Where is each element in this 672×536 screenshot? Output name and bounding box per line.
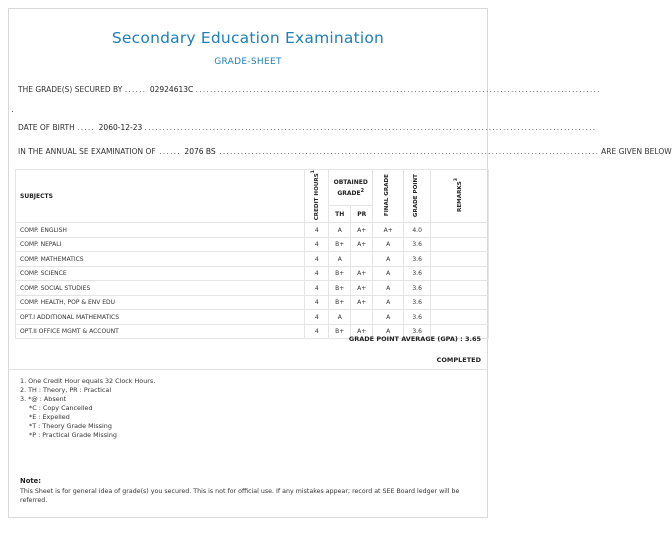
- subject-cell: COMP. NEPALI: [16, 237, 305, 252]
- dob-value: 2060-12-23: [98, 123, 143, 132]
- remarks-cell: [431, 266, 489, 281]
- practical-grade-cell: A+: [351, 237, 373, 252]
- final-grade-cell: A: [373, 295, 404, 310]
- remarks-cell: [431, 281, 489, 296]
- grade-point-cell: 3.6: [404, 310, 431, 325]
- practical-grade-cell: [351, 310, 373, 325]
- final-grade-header: FINAL GRADE: [373, 170, 404, 223]
- obtained-grade-header: OBTAINED GRADE$^2$: [329, 170, 373, 206]
- credit-hours-cell: 4: [305, 266, 329, 281]
- table-row: [16, 252, 489, 267]
- result-status: COMPLETED: [436, 356, 481, 364]
- grade-table: [15, 169, 489, 339]
- th-header: TH: [329, 206, 351, 223]
- credit-hours-cell: 4: [305, 223, 329, 238]
- gpa-summary: GRADE POINT AVERAGE (GPA) : 3.65: [348, 335, 481, 343]
- final-grade-cell: A: [373, 266, 404, 281]
- theory-grade-cell: B+: [329, 266, 351, 281]
- theory-grade-cell: B+: [329, 281, 351, 296]
- credit-hours-cell: 4: [305, 252, 329, 267]
- credit-hours-cell: 4: [305, 310, 329, 325]
- remarks-cell: [431, 223, 489, 238]
- theory-grade-cell: B+: [329, 295, 351, 310]
- table-row: [16, 310, 489, 325]
- table-row: [16, 223, 489, 238]
- subject-cell: COMP. ENGLISH: [16, 223, 305, 238]
- grade-sheet: [8, 8, 672, 518]
- grade-point-cell: 3.6: [404, 237, 431, 252]
- table-row: [16, 266, 489, 281]
- table-row: [16, 237, 489, 252]
- page-title: Secondary Education Examination: [111, 29, 385, 47]
- note-body: This Sheet is for general idea of grade(s) you secured. This is not for official use. If any mistakes appear; record at SEE Board ledger will be referred.: [20, 488, 460, 504]
- pr-header: PR: [351, 206, 373, 223]
- credit-hours-cell: 4: [305, 324, 329, 339]
- page-subtitle: GRADE-SHEET: [214, 57, 282, 67]
- footnote: 2. TH : Theory, PR : Practical: [20, 386, 112, 394]
- leader-dots: ......: [155, 147, 185, 156]
- practical-grade-cell: A+: [351, 295, 373, 310]
- footnote: *P : Practical Grade Missing: [29, 431, 117, 439]
- subject-cell: COMP. SOCIAL STUDIES: [16, 281, 305, 296]
- footnote: *C : Copy Cancelled: [29, 404, 93, 412]
- final-grade-cell: A: [373, 324, 404, 339]
- practical-grade-cell: A+: [351, 223, 373, 238]
- exam-year: 2076 BS: [184, 147, 216, 156]
- theory-grade-cell: A: [329, 223, 351, 238]
- final-grade-cell: A: [373, 252, 404, 267]
- final-grade-cell: A: [373, 281, 404, 296]
- exam-suffix: ARE GIVEN BELOW: [601, 147, 672, 156]
- footnote: *T : Theory Grade Missing: [29, 422, 112, 430]
- subject-cell: COMP. SCIENCE: [16, 266, 305, 281]
- table-row: [16, 295, 489, 310]
- theory-grade-cell: B+: [329, 237, 351, 252]
- remarks-header: REMARKS$^3$: [431, 170, 489, 223]
- leader-dots: .................................................................................................................: [195, 85, 601, 94]
- grade-point-cell: 3.6: [404, 252, 431, 267]
- subject-cell: OPT.I ADDITIONAL MATHEMATICS: [16, 310, 305, 325]
- final-grade-cell: A+: [373, 223, 404, 238]
- grade-point-header: GRADE POINT: [404, 170, 431, 223]
- note-heading: Note:: [20, 477, 41, 485]
- dob-label: DATE OF BIRTH: [18, 123, 75, 132]
- grade-point-cell: 3.6: [404, 266, 431, 281]
- dob-line: [18, 123, 597, 132]
- theory-grade-cell: A: [329, 252, 351, 267]
- remarks-cell: [431, 310, 489, 325]
- leader-dots: ......: [124, 85, 150, 94]
- practical-grade-cell: A+: [351, 266, 373, 281]
- symbol-number: 02924613C: [149, 85, 194, 94]
- exam-label: IN THE ANNUAL SE EXAMINATION OF: [18, 147, 156, 156]
- final-grade-cell: A: [373, 310, 404, 325]
- remarks-cell: [431, 295, 489, 310]
- practical-grade-cell: [351, 252, 373, 267]
- divider: [9, 369, 487, 370]
- grade-point-cell: 3.6: [404, 295, 431, 310]
- footnote: 3. *@ : Absent: [20, 395, 67, 403]
- grade-point-cell: 3.6: [404, 281, 431, 296]
- practical-grade-cell: A+: [351, 324, 373, 339]
- grades-secured-line: [18, 85, 601, 94]
- subjects-header: SUBJECTS: [16, 170, 305, 223]
- remarks-cell: [431, 237, 489, 252]
- table-row: [16, 281, 489, 296]
- final-grade-cell: A: [373, 237, 404, 252]
- footnotes: [20, 377, 155, 440]
- credit-hours-header: CREDIT HOURS$^1$: [305, 170, 329, 223]
- exam-line: [18, 147, 672, 156]
- grades-secured-label: THE GRADE(S) SECURED BY: [18, 85, 123, 94]
- credit-hours-cell: 4: [305, 237, 329, 252]
- remarks-cell: [431, 252, 489, 267]
- leader-dots: .....: [77, 123, 99, 132]
- practical-grade-cell: A+: [351, 281, 373, 296]
- theory-grade-cell: A: [329, 310, 351, 325]
- leader-dots: ..............................................................................................................................: [144, 123, 597, 132]
- footnote: 1. One Credit Hour equals 32 Clock Hours.: [20, 377, 156, 385]
- grade-point-cell: 4.0: [404, 223, 431, 238]
- footnote: *E : Expelled: [29, 413, 70, 421]
- theory-grade-cell: B+: [329, 324, 351, 339]
- leader-dots: ..........................................................................................................: [215, 147, 600, 156]
- subject-cell: COMP. MATHEMATICS: [16, 252, 305, 267]
- subject-cell: OPT.II OFFICE MGMT & ACCOUNT: [16, 324, 305, 339]
- credit-hours-cell: 4: [305, 295, 329, 310]
- stray-dot: .: [11, 105, 14, 115]
- grade-point-cell: 3.6: [404, 324, 431, 339]
- credit-hours-cell: 4: [305, 281, 329, 296]
- subject-cell: COMP. HEALTH, POP & ENV EDU: [16, 295, 305, 310]
